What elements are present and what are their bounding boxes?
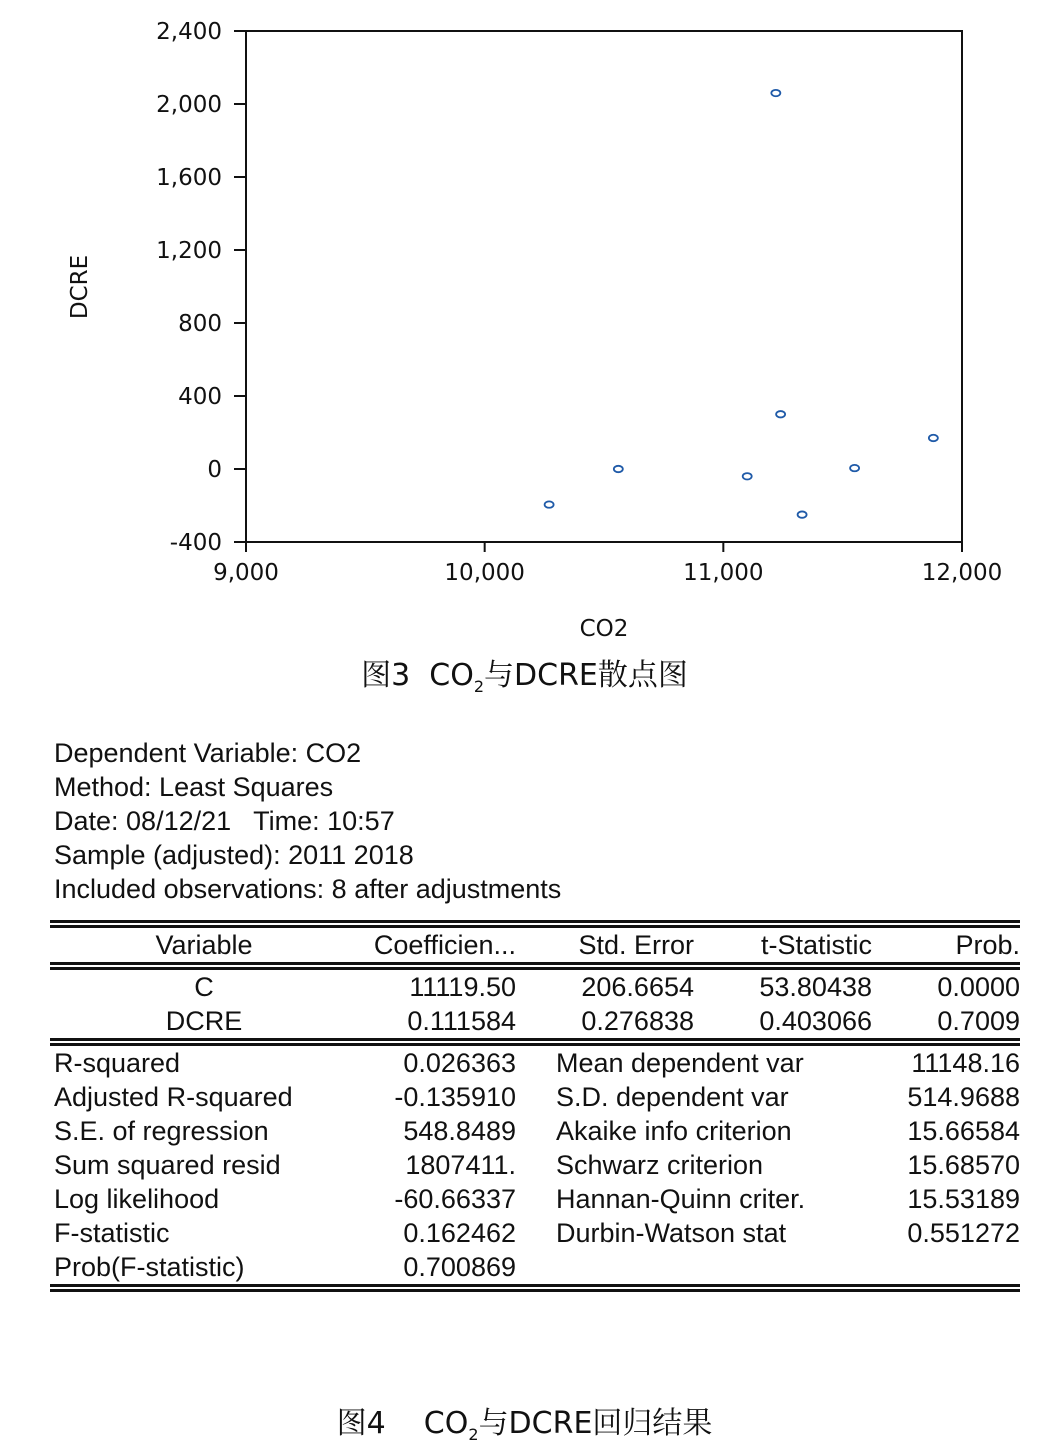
stat-label: Prob(F-statistic) [54, 1252, 245, 1282]
stat-label: F-statistic [54, 1218, 170, 1248]
x-tick-label: 9,000 [213, 560, 279, 586]
stat-value-2: 0.551272 [907, 1218, 1020, 1248]
table-row [50, 1004, 1020, 1038]
stat-label-2: Akaike info criterion [556, 1116, 792, 1146]
stat-value: 0.026363 [403, 1048, 516, 1078]
figure4-caption-subscript: 2 [468, 1425, 479, 1444]
table-row [50, 1216, 1020, 1250]
stat-label: Sum squared resid [54, 1150, 281, 1180]
x-tick-label: 10,000 [444, 560, 525, 586]
stat-value: 1807411. [405, 1150, 516, 1180]
table-row [50, 1080, 1020, 1114]
y-tick-label: 1,200 [156, 238, 222, 264]
stat-value: 548.8489 [403, 1116, 516, 1146]
meta-method: Method: Least Squares [54, 772, 334, 802]
table-row [50, 1148, 1020, 1182]
stat-label: Adjusted R-squared [54, 1082, 293, 1112]
meta-sample: Sample (adjusted): 2011 2018 [54, 840, 414, 870]
data-point [850, 465, 859, 471]
figure4-caption-prefix: 图4 CO [336, 1406, 469, 1441]
data-point [614, 466, 623, 472]
y-tick-label: 800 [178, 311, 222, 337]
stat-value: 0.700869 [403, 1252, 516, 1282]
coef-variable-cell: C [194, 972, 214, 1002]
y-tick-label: 400 [178, 384, 222, 410]
stat-value-2: 15.68570 [907, 1150, 1020, 1180]
figure4-caption-suffix: 与DCRE回归结果 [478, 1406, 713, 1441]
y-tick-label: 0 [207, 457, 222, 483]
y-tick-label: 2,400 [156, 19, 222, 45]
stat-value-2: 514.9688 [907, 1082, 1020, 1112]
stat-label: S.E. of regression [54, 1116, 269, 1146]
table-rule-header [50, 962, 1020, 970]
stat-label-2 [556, 1250, 872, 1284]
figure3-caption-prefix: 图3 CO [361, 658, 474, 693]
t-statistic-cell: 53.80438 [759, 972, 872, 1002]
prob-cell: 0.0000 [937, 972, 1020, 1002]
header-t-statistic: t-Statistic [760, 930, 872, 960]
stat-value-2 [872, 1250, 1020, 1284]
x-axis [213, 542, 1002, 586]
x-tick-label: 12,000 [921, 560, 1003, 586]
regression-meta [50, 736, 1020, 906]
data-point [743, 473, 752, 479]
data-point [776, 411, 785, 417]
y-axis-title: DCRE [67, 254, 93, 320]
data-point [771, 90, 780, 96]
stat-value: 0.162462 [403, 1218, 516, 1248]
stat-label-2: S.D. dependent var [556, 1082, 789, 1112]
coef-variable-cell: DCRE [165, 1006, 243, 1036]
meta-observations: Included observations: 8 after adjustments [54, 874, 562, 904]
std-error-cell: 0.276838 [581, 1006, 694, 1036]
figure3-caption [0, 650, 1049, 696]
figure4-caption [0, 1398, 1049, 1444]
t-statistic-cell: 0.403066 [759, 1006, 872, 1036]
table-row [50, 1046, 1020, 1080]
table-row [50, 1250, 1020, 1284]
y-tick-label: -400 [169, 530, 222, 556]
data-points [545, 90, 938, 518]
table-row [50, 970, 1020, 1004]
figure3-caption-subscript: 2 [473, 677, 485, 696]
table-rule-middle [50, 1038, 1020, 1046]
stat-label: R-squared [54, 1048, 181, 1078]
table-row [50, 1182, 1020, 1216]
x-tick-label: 11,000 [683, 560, 764, 586]
figure3-caption-suffix: 与DCRE散点图 [484, 658, 688, 693]
coef-value-cell: 11119.50 [409, 972, 516, 1002]
scatter-plot [0, 0, 1049, 645]
stat-value: -0.135910 [394, 1082, 516, 1112]
table-row [50, 1114, 1020, 1148]
prob-cell: 0.7009 [937, 1006, 1020, 1036]
stat-label: Log likelihood [54, 1184, 220, 1214]
stat-value: -60.66337 [394, 1184, 516, 1214]
table-rule-top [50, 920, 1020, 928]
coef-value-cell: 0.111584 [407, 1006, 516, 1036]
data-point [545, 501, 554, 507]
y-tick-label: 2,000 [156, 92, 222, 118]
meta-dependent-variable: Dependent Variable: CO2 [54, 738, 362, 768]
coefficient-table [50, 928, 1020, 962]
stat-label-2: Hannan-Quinn criter. [556, 1184, 806, 1214]
table-rule-bottom [50, 1284, 1020, 1292]
stat-label-2: Durbin-Watson stat [556, 1218, 787, 1248]
stat-value-2: 15.66584 [907, 1116, 1020, 1146]
stat-value-2: 15.53189 [907, 1184, 1020, 1214]
stat-label-2: Mean dependent var [556, 1048, 804, 1078]
stat-value-2: 11148.16 [911, 1048, 1020, 1078]
header-coefficient: Coefficien... [373, 930, 516, 960]
data-point [929, 435, 938, 441]
coefficient-values-table [50, 970, 1020, 1038]
x-axis-title: CO2 [579, 616, 629, 642]
std-error-cell: 206.6654 [581, 972, 694, 1002]
coefficient-header-row [50, 928, 1020, 962]
header-variable: Variable [155, 930, 253, 960]
data-point [798, 511, 807, 517]
y-axis [156, 19, 246, 556]
stat-label-2: Schwarz criterion [556, 1150, 764, 1180]
regression-output [50, 736, 1020, 1292]
statistics-table [50, 1046, 1020, 1284]
y-tick-label: 1,600 [156, 165, 222, 191]
header-std-error: Std. Error [578, 930, 694, 960]
header-prob: Prob. [955, 930, 1020, 960]
meta-date-time: Date: 08/12/21 Time: 10:57 [54, 806, 395, 836]
